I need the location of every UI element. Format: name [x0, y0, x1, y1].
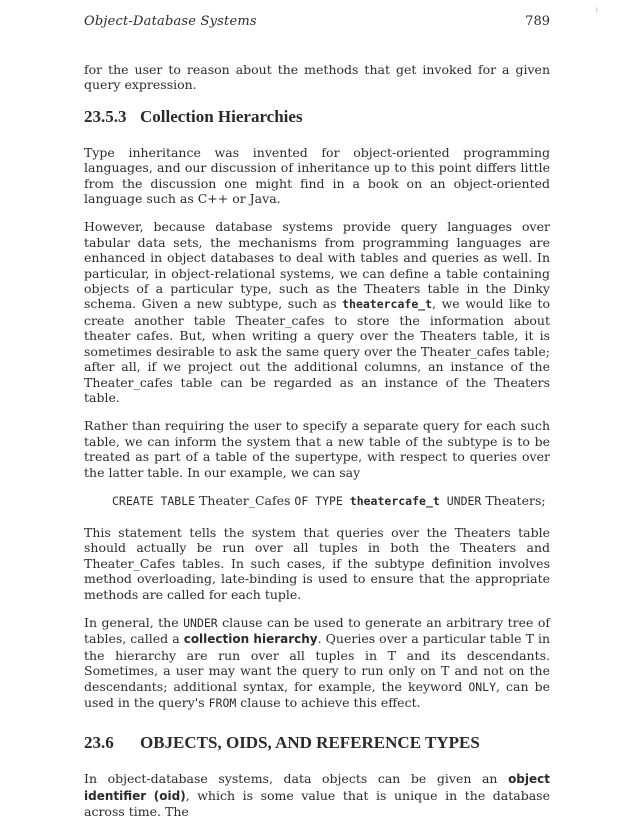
paragraph-6-text-b: , which is some value that is unique in the database across time. The — [84, 787, 550, 820]
sql-statement — [112, 493, 550, 509]
term-object-identifier: object identifier — [84, 772, 550, 803]
paragraph-6-text-a: In object-database systems, data objects can be given an — [84, 771, 509, 787]
keyword-only: ONLY — [468, 679, 497, 694]
paragraph-2-text-a: However, because database systems provide query languages over tabular data sets, the mechanisms from programming languages are enhanced in object databases to deal with tables and queries as well. In particular, in object-relational systems, we can define a table containing objects of a particular type, such as the Theaters table in the Dinky schema. Given a new subtype, such as — [84, 219, 550, 312]
paragraph-5-text-c: . Queries over a particular table T in the hierarchy are run over all tuples in T and its descendants. Sometimes, a user may want the query to run only on T and not on the descendants; additional syntax, for example, the keyword — [84, 631, 551, 694]
subsection-number: 23.5.3 — [84, 106, 127, 126]
sql-keyword-create-table: CREATE TABLE — [112, 493, 196, 508]
paragraph-6 — [84, 771, 550, 819]
section-number: 23.6 — [84, 733, 114, 753]
paragraph-5-text-e: clause to achieve this effect. — [236, 695, 421, 710]
term-collection-hierarchy: collection hierarchy — [183, 632, 318, 647]
sql-keyword-under: UNDER — [446, 493, 482, 508]
paragraph-2 — [84, 219, 550, 405]
inline-code-theatercafe: theatercafe_t — [342, 297, 433, 312]
paragraph-2-text-b: , we would like to create another table Theater_cafes to store the information about theater cafes. But, when writing a query over the Theaters table, it is sometimes desirable to ask the same query over the Theater_cafes table; after all, if we project out the additional columns, an instance of the Theater_cafes table can be regarded as an instance of the Theaters table. — [84, 296, 550, 405]
keyword-from: FROM — [208, 696, 237, 710]
sql-parent-table: Theaters; — [481, 492, 546, 508]
subsection-title: Collection Hierarchies — [140, 106, 303, 126]
section-title: OBJECTS, OIDS, AND REFERENCE TYPES — [140, 733, 480, 753]
intro-paragraph: for the user to reason about the methods that get invoked for a given query expression. — [84, 62, 550, 93]
paragraph-5-text-d: , can be used in the query's — [84, 678, 551, 710]
sql-keyword-of-type: OF TYPE — [294, 493, 343, 508]
sql-table-name: Theater_Cafes — [195, 492, 295, 508]
keyword-under: UNDER — [183, 615, 218, 630]
body-text — [84, 62, 550, 833]
paragraph-4: This statement tells the system that queries over the Theaters table should actually be run over all tuples in both the Theaters and Theater_Cafes tables. In such cases, if the subtype definition involves method overloading, late-binding is used to ensure that the appropriate methods are called for each tuple. — [84, 524, 550, 602]
paragraph-5-text-a: In general, the — [84, 614, 184, 630]
paragraph-1: Type inheritance was invented for object-oriented programming languages, and our discussion of inheritance up to this point differs little from the discussion one might find in a book on an object-oriented language such as C++ or Java. — [84, 144, 550, 207]
running-title: Object-Database Systems — [84, 14, 257, 29]
paragraph-5-text-b: clause can be used to generate an arbitrary tree of tables, called a — [84, 614, 550, 647]
term-oid: (oid) — [153, 788, 186, 803]
corner-mark: i — [595, 6, 598, 14]
running-header — [84, 14, 550, 34]
section-heading — [84, 733, 550, 753]
paragraph-5 — [84, 615, 550, 711]
subsection-heading — [84, 107, 550, 127]
page-number: 789 — [525, 14, 550, 29]
sql-type-name: theatercafe_t — [342, 493, 447, 508]
paragraph-3: Rather than requiring the user to specify a separate query for each such table, we can inform the system that a new table of the subtype is to be treated as part of a table of the supertype, with respect to queries over the latter table. In our example, we can say — [84, 418, 550, 480]
